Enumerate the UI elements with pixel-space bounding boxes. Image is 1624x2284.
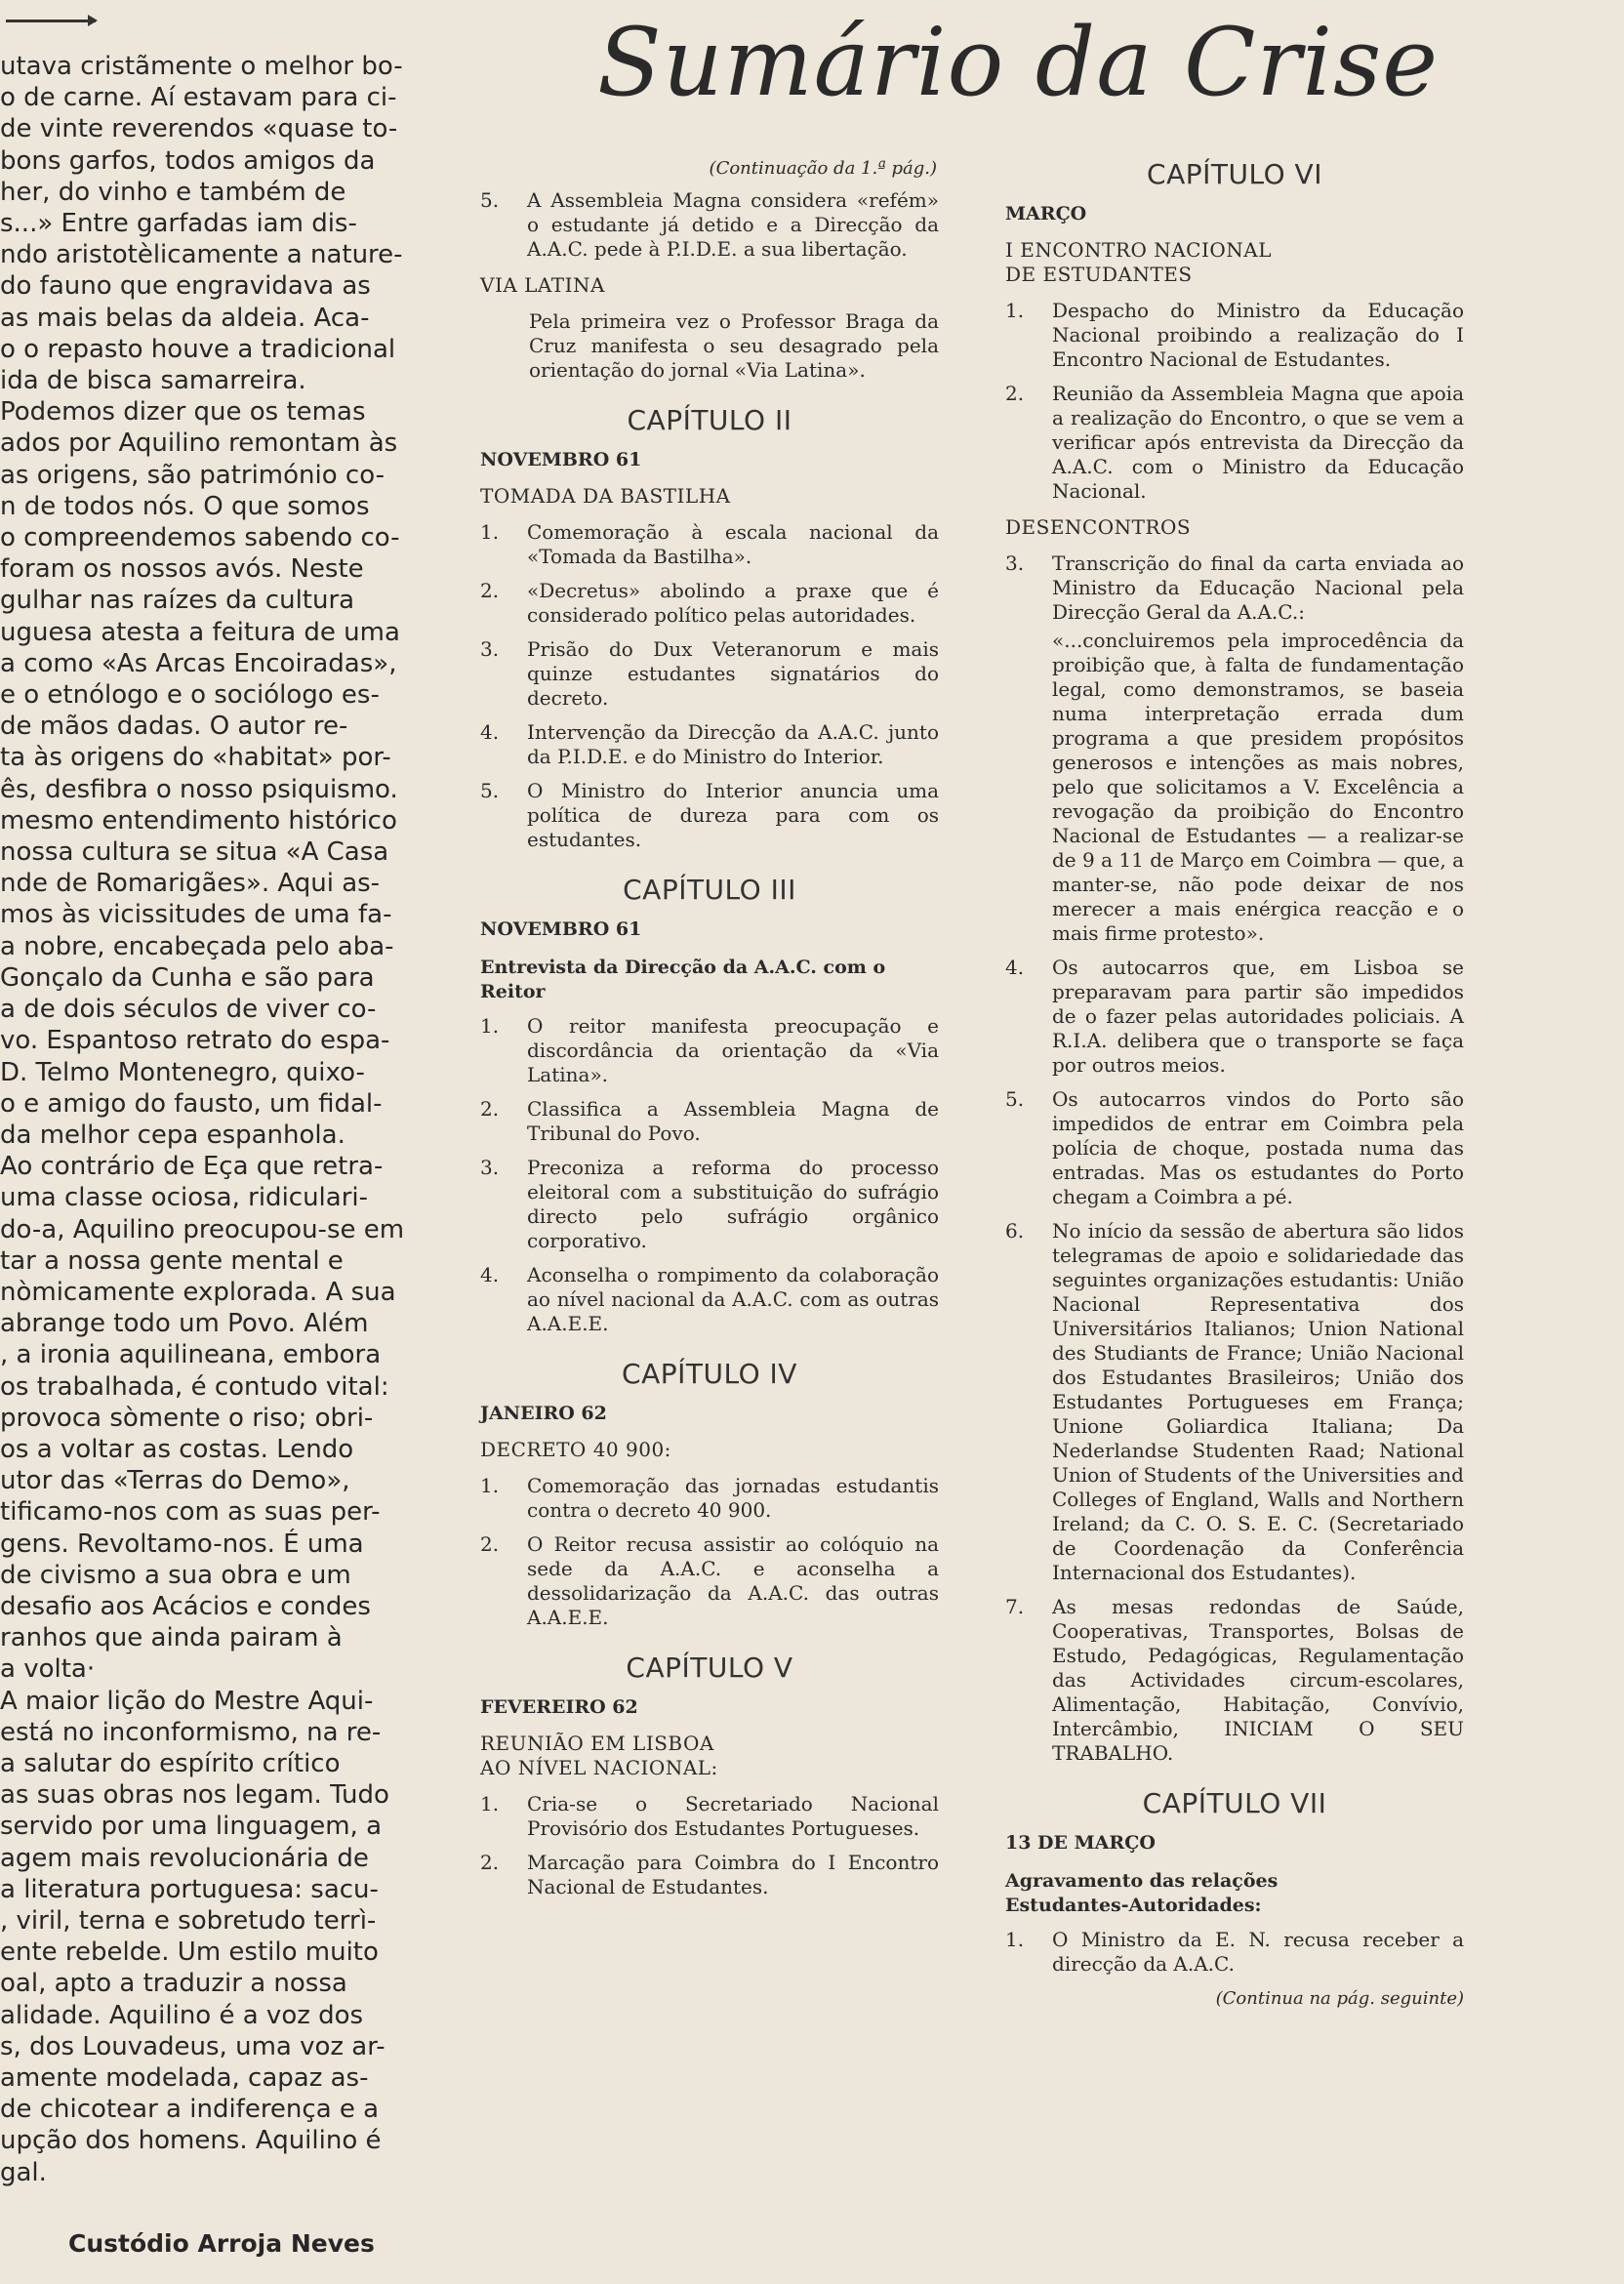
section-heading: DE ESTUDANTES	[1005, 263, 1193, 286]
item-number: 2.	[480, 1532, 500, 1556]
text-line: uguesa atesta a feitura de uma	[0, 617, 400, 647]
item-text: Classifica a Assembleia Magna de Tribunal do Povo.	[527, 1097, 939, 1145]
item-text: O Ministro da E. N. recusa receber a direcção da A.A.C.	[1052, 1928, 1464, 1976]
item-text: Os autocarros que, em Lisboa se preparavam para partir são impedidos de o fazer pelas autoridades policiais. A R.I.A. delibera que o transporte se faça por outros meios.	[1052, 956, 1464, 1077]
chapter-list	[1005, 551, 1464, 946]
text-line: os a voltar as costas. Lendo	[0, 1434, 354, 1464]
item-text: «Decretus» abolindo a praxe que é considerado político pelas autoridades.	[527, 579, 939, 627]
item-text: Comemoração das jornadas estudantis contra o decreto 40 900.	[527, 1474, 939, 1522]
chapter-date: FEVEREIRO 62	[480, 1696, 638, 1718]
text-line: gulhar nas raízes da cultura	[0, 586, 355, 616]
quoted-letter: «...concluiremos pela improcedência da proibição que, à falta de fundamentação legal, como demonstramos, se baseia numa interpretação errada dum programa a que presidem propósitos generosos e intenções as mais nobres, pelo que solicitamos a V. Excelência a revogação da proibição do Encontro Nacional de Estudantes — a realizar-se de 9 a 11 de Março em Coimbra — que, a manter-se, não pode deixar de nos merecer a mais enérgica reacção e o mais firme protesto».	[1052, 629, 1464, 945]
list-item	[1005, 956, 1464, 1078]
item-number: 4.	[1005, 956, 1025, 979]
list-item	[480, 779, 939, 852]
page-title: Sumário da Crise	[597, 8, 1440, 117]
item-number: 2.	[480, 1097, 500, 1121]
text-line: do fauno que engravidava as	[0, 271, 371, 302]
text-line: nde de Romarigães». Aqui as-	[0, 869, 381, 899]
item-text: Marcação para Coimbra do I Encontro Nacional de Estudantes.	[527, 1851, 939, 1898]
list-item	[1005, 299, 1464, 372]
item-text: Reunião da Assembleia Magna que apoia a realização do Encontro, o que se vem a verificar após entrevista da Direcção da A.A.C. com o Ministro da Educação Nacional.	[1052, 382, 1464, 503]
item-number: 3.	[480, 1156, 500, 1179]
chapter-heading: CAPÍTULO VII	[1142, 1787, 1327, 1819]
item-number: 1.	[480, 520, 500, 544]
author-signature: Custódio Arroja Neves	[68, 2229, 375, 2258]
item-number: 3.	[480, 637, 500, 661]
item-number: 1.	[480, 1014, 500, 1038]
text-line: abrange todo um Povo. Além	[0, 1309, 369, 1339]
section-heading: I ENCONTRO NACIONAL	[1005, 238, 1272, 262]
chapter-list	[1005, 956, 1464, 1766]
text-line: s, dos Louvadeus, uma voz ar-	[0, 2031, 386, 2061]
list-item	[480, 1014, 939, 1087]
list-item	[480, 1792, 939, 1841]
text-line: de vinte reverendos «quase to-	[0, 114, 398, 144]
text-line: as suas obras nos legam. Tudo	[0, 1780, 389, 1811]
item-text: Intervenção da Direcção da A.A.C. junto da P.I.D.E. e do Ministro do Interior.	[527, 720, 939, 768]
text-line: servido por uma linguagem, a	[0, 1812, 383, 1842]
text-line: A maior lição do Mestre Aqui-	[0, 1686, 374, 1716]
text-line: da melhor cepa espanhola.	[0, 1120, 345, 1150]
text-line: ente rebelde. Um estilo muito	[0, 1937, 379, 1968]
text-line: a como «As Arcas Encoiradas»,	[0, 648, 397, 678]
section-heading: TOMADA DA BASTILHA	[480, 484, 731, 508]
item-text: Aconselha o rompimento da colaboração ao nível nacional da A.A.C. com as outras A.A.E.E.	[527, 1263, 939, 1335]
text-line: ranhos que ainda pairam à	[0, 1623, 343, 1653]
list-item	[1005, 382, 1464, 504]
chapter-heading: CAPÍTULO III	[623, 874, 796, 906]
text-line: bons garfos, todos amigos da	[0, 145, 376, 176]
list-item	[480, 1156, 939, 1253]
item-text: Prisão do Dux Veteranorum e mais quinze estudantes signatários do decreto.	[527, 637, 939, 710]
item-number: 6.	[1005, 1219, 1025, 1243]
chapter-list	[480, 1474, 939, 1630]
list-item	[1005, 1087, 1464, 1209]
chapter-list	[1005, 1928, 1464, 1977]
text-line: tificamo-nos com as suas per-	[0, 1497, 381, 1528]
section-heading: DESENCONTROS	[1005, 515, 1192, 539]
text-line: do-a, Aquilino preocupou-se em	[0, 1214, 405, 1244]
text-line: vo. Espantoso retrato do espa-	[0, 1026, 390, 1056]
chapter-list	[480, 520, 939, 852]
text-line: o e amigo do fausto, um fidal-	[0, 1088, 383, 1119]
text-line: está no inconformismo, na re-	[0, 1717, 382, 1747]
section-heading: VIA LATINA	[480, 273, 605, 297]
list-item	[1005, 1928, 1464, 1977]
item-number: 4.	[480, 720, 500, 744]
item-text: Cria-se o Secretariado Nacional Provisório dos Estudantes Portugueses.	[527, 1792, 939, 1840]
list-item	[1005, 1595, 1464, 1766]
text-line: ta às origens do «habitat» por-	[0, 743, 391, 773]
section-heading: Agravamento das relações	[1005, 1870, 1279, 1892]
text-line: alidade. Aquilino é a voz dos	[0, 2000, 364, 2030]
intro-list	[480, 188, 939, 262]
text-line: nossa cultura se situa «A Casa	[0, 837, 389, 868]
text-line: de civismo a sua obra e um	[0, 1560, 351, 1590]
text-line: a salutar do espírito crítico	[0, 1748, 341, 1778]
text-line: gal.	[0, 2157, 47, 2187]
right-column	[1005, 156, 1464, 2011]
chapter-heading: CAPÍTULO VI	[1147, 158, 1322, 190]
text-line: her, do vinho e também de	[0, 177, 346, 207]
text-line: mesmo entendimento histórico	[0, 805, 397, 836]
text-line: e o etnólogo e o sociólogo es-	[0, 680, 380, 711]
list-item	[480, 637, 939, 711]
list-item: 3. Transcrição do final da carta enviada ao Ministro da Educação Nacional pela Direcção Geral da A.A.C.: «...concluiremos pela improcedência da proibição que, à falta de fundamentação legal, como demonstramos, se baseia numa interpretação errada dum programa a que presidem propósitos generosos e intenções as mais nobres, pelo que solicitamos a V. Excelência a revogação da proibição do Encontro Nacional de Estudantes — a realizar-se de 9 a 11 de Março em Coimbra — que, a manter-se, não pode deixar de nos merecer a mais enérgica reacção e o mais firme protesto».	[1005, 551, 1464, 945]
section-heading: DECRETO 40 900:	[480, 1438, 671, 1461]
left-column-text	[0, 51, 420, 2208]
text-line: provoca sòmente o riso; obri-	[0, 1403, 374, 1433]
section-heading: AO NÍVEL NACIONAL:	[480, 1756, 718, 1779]
chapter-date: 13 DE MARÇO	[1005, 1832, 1156, 1854]
section-heading: Entrevista da Direcção da A.A.C. com o Reitor	[480, 957, 886, 1002]
text-line: Ao contrário de Eça que retra-	[0, 1152, 384, 1182]
text-line: uma classe ociosa, ridiculari-	[0, 1183, 369, 1213]
chapter-date: MARÇO	[1005, 203, 1087, 224]
item-text: Despacho do Ministro da Educação Nacional proibindo a realização do I Encontro Nacional de Estudantes.	[1052, 299, 1464, 371]
list-item	[480, 1532, 939, 1630]
text-line: o o repasto houve a tradicional	[0, 334, 396, 364]
text-line: utor das «Terras do Demo»,	[0, 1466, 350, 1496]
text-line: Podemos dizer que os temas	[0, 397, 366, 428]
continuation-note: (Continuação da 1.ª pág.)	[709, 158, 937, 179]
section-heading: REUNIÃO EM LISBOA	[480, 1732, 714, 1755]
text-line: o compreendemos sabendo co-	[0, 523, 400, 553]
text-line: a volta·	[0, 1654, 96, 1685]
text-line: ida de bisca samarreira.	[0, 366, 306, 396]
list-item	[480, 579, 939, 628]
item-text: O Ministro do Interior anuncia uma política de dureza para com os estudantes.	[527, 779, 939, 851]
continues-note: (Continua na pág. seguinte)	[1215, 1988, 1464, 2009]
text-line: tar a nossa gente mental e	[0, 1245, 344, 1276]
chapter-heading: CAPÍTULO IV	[622, 1358, 797, 1390]
text-line: oal, apto a traduzir a nossa	[0, 1969, 347, 1999]
item-number: 2.	[480, 1851, 500, 1874]
chapter-date: NOVEMBRO 61	[480, 449, 642, 470]
list-item	[480, 520, 939, 569]
item-text: Os autocarros vindos do Porto são impedidos de entrar em Coimbra pela polícia de choque, postada numa das entradas. Mas os estudantes do Porto chegam a Coimbra a pé.	[1052, 1087, 1464, 1208]
item-text: As mesas redondas de Saúde, Cooperativas, Transportes, Bolsas de Estudo, Pedagógicas, Regulamentação das Actividades circum-escolares, Alimentação, Habitação, Convívio, Intercâmbio, INICIAM O SEU TRABALHO.	[1052, 1595, 1464, 1765]
list-item	[480, 1263, 939, 1336]
text-line: foram os nossos avós. Neste	[0, 554, 364, 585]
text-line: o de carne. Aí estavam para ci-	[0, 83, 397, 113]
item-text: Comemoração à escala nacional da «Tomada da Bastilha».	[527, 520, 939, 568]
list-item	[480, 720, 939, 769]
list-item	[480, 1474, 939, 1523]
chapter-date: NOVEMBRO 61	[480, 918, 642, 940]
item-number: 1.	[1005, 1928, 1025, 1951]
text-line: amente modelada, capaz as-	[0, 2063, 369, 2093]
middle-column	[480, 156, 939, 1909]
list-item	[1005, 1219, 1464, 1585]
text-line: n de todos nós. O que somos	[0, 491, 370, 521]
text-line: agem mais revolucionária de	[0, 1843, 369, 1873]
paragraph: Pela primeira vez o Professor Braga da Cruz manifesta o seu desagrado pela orientação do jornal «Via Latina».	[529, 309, 939, 382]
text-line: upção dos homens. Aquilino é	[0, 2126, 382, 2156]
text-line: as origens, são património co-	[0, 460, 385, 490]
chapter-list	[1005, 299, 1464, 504]
chapter-list	[480, 1792, 939, 1899]
section-heading: Estudantes-Autoridades:	[1005, 1895, 1262, 1916]
item-number: 4.	[480, 1263, 500, 1286]
text-line: ndo aristotèlicamente a nature-	[0, 240, 403, 270]
text-line: ês, desfibra o nosso psiquismo.	[0, 774, 398, 804]
chapter-heading: CAPÍTULO II	[627, 404, 792, 436]
text-line: de chicotear a indiferença e a	[0, 2095, 380, 2125]
item-text: Preconiza a reforma do processo eleitoral com a substituição do sufrágio directo pelo sufrágio orgânico corporativo.	[527, 1156, 939, 1252]
item-text: No início da sessão de abertura são lidos telegramas de apoio e solidariedade das seguintes organizações estudantis: União Nacional Representativa dos Universitários Italianos; Union National des Studiants de France; União Nacional dos Estudantes Brasileiros; União dos Estudantes Portugueses em França; Unione Goliardica Italiana; Da Nederlandse Studenten Raad; National Union of Students of the Universities and Colleges of England, Walls and Northern Ireland; da C. O. S. E. C. (Secretariado de Coordenação da Conferência Internacional dos Estudantes).	[1052, 1219, 1464, 1584]
chapter-list	[480, 1014, 939, 1336]
text-line: s...» Entre garfadas iam dis-	[0, 209, 357, 239]
text-line: nòmicamente explorada. A sua	[0, 1277, 396, 1307]
item-number: 1.	[1005, 299, 1025, 322]
text-line: D. Telmo Montenegro, quixo-	[0, 1057, 365, 1087]
item-number: 7.	[1005, 1595, 1025, 1618]
list-item	[480, 1851, 939, 1899]
text-line: , viril, terna e sobretudo terrì-	[0, 1905, 377, 1936]
list-item: 5. A Assembleia Magna considera «refém» o estudante já detido e a Direcção da A.A.C. pede à P.I.D.E. a sua libertação.	[480, 188, 939, 261]
item-number: 1.	[480, 1474, 500, 1497]
text-line: de mãos dadas. O autor re-	[0, 712, 348, 742]
item-number: 1.	[480, 1792, 500, 1815]
text-line: Gonçalo da Cunha e são para	[0, 962, 375, 993]
text-line: os trabalhada, é contudo vital:	[0, 1371, 389, 1402]
item-text: O Reitor recusa assistir ao colóquio na sede da A.A.C. e aconselha a dessolidarização da A.A.C. das outras A.A.E.E.	[527, 1532, 939, 1629]
text-line: utava cristãmente o melhor bo-	[0, 52, 403, 81]
text-line: ados por Aquilino remontam às	[0, 428, 398, 459]
arrow-mark-icon	[6, 20, 96, 22]
text-line: , a ironia aquilineana, embora	[0, 1340, 382, 1370]
item-number: 5.	[480, 779, 500, 802]
text-line: a nobre, encabeçada pelo aba-	[0, 931, 394, 961]
text-line: as mais belas da aldeia. Aca-	[0, 303, 370, 333]
item-number: 2.	[480, 579, 500, 602]
text-line: a de dois séculos de viver co-	[0, 995, 377, 1025]
item-text: O reitor manifesta preocupação e discordância da orientação da «Via Latina».	[527, 1014, 939, 1086]
text-line: gens. Revoltamo-nos. É uma	[0, 1529, 364, 1559]
item-number: 2.	[1005, 382, 1025, 405]
item-number: 5.	[1005, 1087, 1025, 1111]
chapter-date: JANEIRO 62	[480, 1403, 607, 1424]
text-line: mos às vicissitudes de uma fa-	[0, 900, 392, 930]
list-item	[480, 1097, 939, 1146]
text-line: desafio aos Acácios e condes	[0, 1591, 371, 1621]
text-line: a literatura portuguesa: sacu-	[0, 1874, 379, 1904]
chapter-heading: CAPÍTULO V	[626, 1652, 793, 1684]
